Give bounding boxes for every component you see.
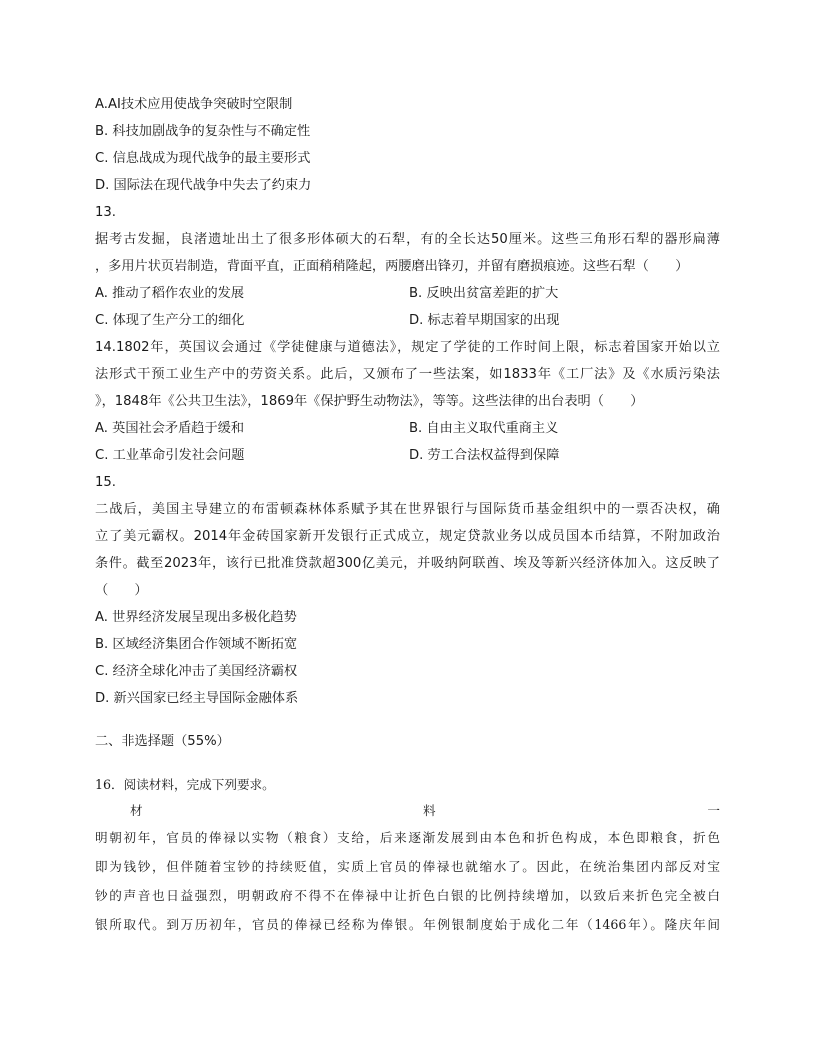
q13-number: 13. [95,205,116,220]
q14-option-c: C. 工业革命引发社会问题 [95,448,245,463]
q12-option-c: C. 信息战成为现代战争的最主要形式 [95,151,311,166]
q14-stem-line: 14.1802年，英国议会通过《学徒健康与道德法》，规定了学徒的工作时间上限，标志着国家开始以立 [95,340,720,355]
q15-stem-line: （ ） [95,583,148,598]
q13-stem-line: 据考古发掘，良渚遗址出土了很多形体硕大的石犁，有的全长达50厘米。这些三角形石犁的器形扁薄 [95,232,720,247]
material-title-char: 料 [423,803,436,818]
material-title-char: 一 [707,803,720,818]
q14-option-d: D. 劳工合法权益得到保障 [409,448,560,463]
q12-option-a: A.AI技术应用使战争突破时空限制 [95,97,293,112]
q13-option-a: A. 推动了稻作农业的发展 [95,286,245,301]
section-heading: 二、非选择题（55%） [95,734,230,749]
q13-option-c: C. 体现了生产分工的细化 [95,313,245,328]
q15-option-d: D. 新兴国家已经主导国际金融体系 [95,691,299,706]
material-line: 银所取代。到万历初年，官员的俸禄已经称为俸银。年例银制度始于成化二年（1466年）。隆庆年间 [95,917,720,932]
q15-stem-line: 立了美元霸权。2014年金砖国家新开发银行正式成立，规定贷款业务以成员国本币结算，不附加政治 [95,529,720,544]
material-line: 明朝初年，官员的俸禄以实物（粮食）支给，后来逐渐发展到由本色和折色构成，本色即粮食，折色 [95,830,720,845]
q12-option-d: D. 国际法在现代战争中失去了约束力 [95,178,312,193]
material-line: 即为钱钞，但伴随着宝钞的持续贬值，实质上官员的俸禄也就缩水了。因此，在统治集团内部反对宝 [95,859,720,874]
q15-number: 15. [95,475,116,490]
q15-option-c: C. 经济全球化冲击了美国经济霸权 [95,664,298,679]
q12-option-b: B. 科技加剧战争的复杂性与不确定性 [95,124,311,139]
q15-option-a: A. 世界经济发展呈现出多极化趋势 [95,610,297,625]
material-line: 钞的声音也日益强烈，明朝政府不得不在俸禄中让折色白银的比例持续增加，以致后来折色完全被白 [95,888,720,903]
q14-stem-line: 法形式干预工业生产中的劳资关系。此后，又颁布了一些法案，如1833年《工厂法》及《水质污染法 [95,367,720,382]
q14-option-b: B. 自由主义取代重商主义 [409,421,559,436]
q13-option-b: B. 反映出贫富差距的扩大 [409,286,559,301]
q13-stem-line: ，多用片状页岩制造，背面平直，正面稍稍隆起，两腰磨出锋刃，并留有磨损痕迹。这些石犁（ ） [95,259,689,274]
material-title-char: 材 [130,803,143,818]
q15-stem-line: 条件。截至2023年，该行已批准贷款超300亿美元，并吸纳阿联酋、埃及等新兴经济体加入。这反映了 [95,556,720,571]
q15-stem-line: 二战后，美国主导建立的布雷顿森林体系赋予其在世界银行与国际货币基金组织中的一票否决权，确 [95,502,720,517]
q16-stem: 16．阅读材料，完成下列要求。 [95,777,275,792]
q14-option-a: A. 英国社会矛盾趋于缓和 [95,421,245,436]
q15-option-b: B. 区域经济集团合作领域不断拓宽 [95,637,298,652]
q13-option-d: D. 标志着早期国家的出现 [409,313,560,328]
q14-stem-line: 》，1848年《公共卫生法》，1869年《保护野生动物法》，等等。这些法律的出台表明（ ） [95,394,644,409]
